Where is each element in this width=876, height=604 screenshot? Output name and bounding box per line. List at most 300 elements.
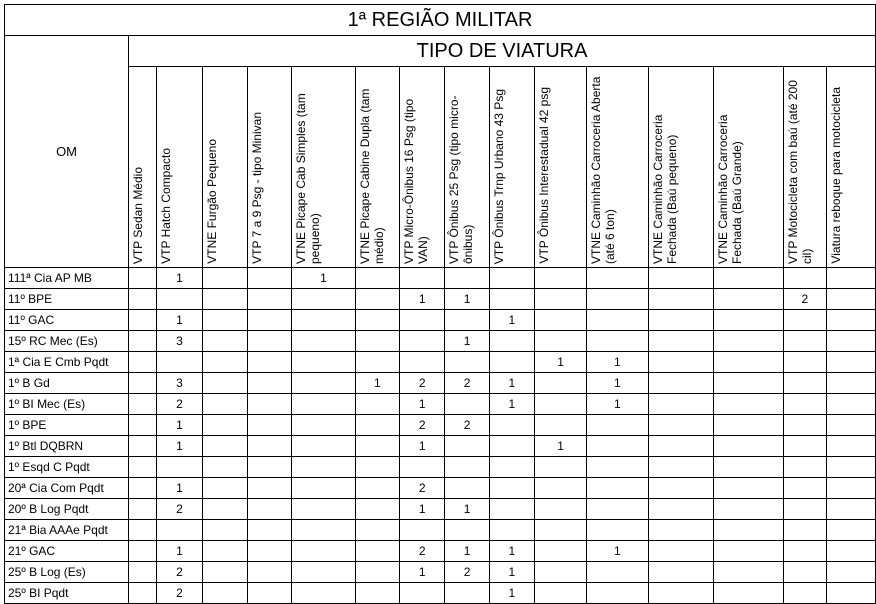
quantity-cell: [355, 268, 399, 289]
quantity-cell: 1: [156, 478, 202, 499]
quantity-cell: [129, 394, 157, 415]
table-row: [5, 499, 876, 520]
quantity-cell: [713, 499, 783, 520]
vehicle-type-label: VTNE Caminhão Carroceria Aberta (até 6 ton): [589, 76, 618, 264]
quantity-cell: [355, 562, 399, 583]
quantity-cell: [292, 373, 355, 394]
quantity-cell: [129, 457, 157, 478]
quantity-cell: [203, 562, 248, 583]
quantity-cell: 2: [400, 373, 445, 394]
quantity-cell: 2: [445, 373, 489, 394]
quantity-cell: 2: [783, 289, 826, 310]
om-name-cell: 21º GAC: [5, 541, 129, 562]
quantity-cell: [713, 541, 783, 562]
quantity-cell: [535, 541, 587, 562]
om-name-cell: 111ª Cia AP MB: [5, 268, 129, 289]
quantity-cell: [292, 520, 355, 541]
quantity-cell: [827, 373, 876, 394]
quantity-cell: [783, 394, 826, 415]
vehicle-type-header: [535, 67, 587, 268]
quantity-cell: [248, 499, 292, 520]
quantity-cell: [827, 310, 876, 331]
quantity-cell: [400, 583, 445, 604]
quantity-cell: [783, 457, 826, 478]
quantity-cell: [827, 436, 876, 457]
quantity-cell: 1: [156, 436, 202, 457]
quantity-cell: [489, 352, 534, 373]
quantity-cell: [535, 289, 587, 310]
quantity-cell: 2: [400, 478, 445, 499]
quantity-cell: [587, 331, 649, 352]
quantity-cell: 2: [156, 394, 202, 415]
vehicle-type-label: VTP Ônibus 25 Psg (tipo micro-ônibus): [447, 95, 476, 264]
quantity-cell: [129, 562, 157, 583]
table-row: [5, 415, 876, 436]
quantity-cell: [203, 289, 248, 310]
om-name-cell: 21ª Bia AAAe Pqdt: [5, 520, 129, 541]
quantity-cell: [129, 436, 157, 457]
quantity-cell: [203, 520, 248, 541]
quantity-cell: [587, 289, 649, 310]
quantity-cell: [400, 520, 445, 541]
quantity-cell: [713, 289, 783, 310]
quantity-cell: [587, 457, 649, 478]
quantity-cell: [129, 415, 157, 436]
quantity-cell: [489, 415, 534, 436]
quantity-cell: [489, 499, 534, 520]
om-name-cell: 15º RC Mec (Es): [5, 331, 129, 352]
quantity-cell: [248, 415, 292, 436]
quantity-cell: 1: [400, 289, 445, 310]
quantity-cell: 1: [489, 310, 534, 331]
quantity-cell: [713, 331, 783, 352]
vehicle-type-header: [713, 67, 783, 268]
quantity-cell: 3: [156, 373, 202, 394]
quantity-cell: [827, 331, 876, 352]
vehicle-type-header: [400, 67, 445, 268]
quantity-cell: [203, 478, 248, 499]
quantity-cell: [445, 394, 489, 415]
vehicle-type-header: [156, 67, 202, 268]
quantity-cell: [292, 541, 355, 562]
quantity-cell: [203, 583, 248, 604]
quantity-cell: [535, 268, 587, 289]
quantity-cell: [713, 562, 783, 583]
quantity-cell: 2: [156, 562, 202, 583]
quantity-cell: [400, 310, 445, 331]
quantity-cell: [535, 310, 587, 331]
quantity-cell: [292, 562, 355, 583]
quantity-cell: [248, 478, 292, 499]
quantity-cell: 2: [156, 583, 202, 604]
quantity-cell: [129, 499, 157, 520]
table-row: [5, 394, 876, 415]
vehicle-type-header: [489, 67, 534, 268]
vehicle-allocation-table: [4, 4, 876, 604]
quantity-cell: [535, 562, 587, 583]
quantity-cell: [445, 310, 489, 331]
quantity-cell: 1: [445, 331, 489, 352]
om-name-cell: 11º GAC: [5, 310, 129, 331]
quantity-cell: [783, 520, 826, 541]
quantity-cell: [203, 268, 248, 289]
quantity-cell: [827, 394, 876, 415]
vehicle-type-header: [587, 67, 649, 268]
quantity-cell: 1: [400, 499, 445, 520]
quantity-cell: 1: [489, 541, 534, 562]
vehicle-type-header-row: [5, 67, 876, 268]
vehicle-type-header: [445, 67, 489, 268]
quantity-cell: [489, 520, 534, 541]
quantity-cell: [400, 457, 445, 478]
quantity-cell: [156, 457, 202, 478]
quantity-cell: [827, 478, 876, 499]
quantity-cell: [587, 268, 649, 289]
vehicle-type-label: VTNE Caminhão Carroceria Fechada (Baú Grande): [715, 114, 744, 264]
quantity-cell: [783, 541, 826, 562]
quantity-cell: [445, 457, 489, 478]
om-name-cell: 1º B Gd: [5, 373, 129, 394]
quantity-cell: [783, 268, 826, 289]
vehicle-type-header: [292, 67, 355, 268]
quantity-cell: [292, 583, 355, 604]
quantity-cell: [445, 520, 489, 541]
quantity-cell: [292, 352, 355, 373]
quantity-cell: 1: [400, 394, 445, 415]
quantity-cell: [648, 373, 713, 394]
quantity-cell: 1: [400, 562, 445, 583]
quantity-cell: [713, 415, 783, 436]
quantity-cell: [535, 394, 587, 415]
table-row: [5, 352, 876, 373]
quantity-cell: [713, 520, 783, 541]
quantity-cell: 1: [489, 373, 534, 394]
quantity-cell: [248, 520, 292, 541]
quantity-cell: [648, 394, 713, 415]
quantity-cell: 1: [355, 373, 399, 394]
vehicle-type-header: [248, 67, 292, 268]
quantity-cell: [648, 520, 713, 541]
quantity-cell: [355, 352, 399, 373]
quantity-cell: [203, 436, 248, 457]
om-name-cell: 20ª Cia Com Pqdt: [5, 478, 129, 499]
quantity-cell: [445, 268, 489, 289]
quantity-cell: [129, 331, 157, 352]
quantity-cell: [248, 331, 292, 352]
quantity-cell: 2: [400, 541, 445, 562]
quantity-cell: [355, 457, 399, 478]
quantity-cell: [129, 583, 157, 604]
quantity-cell: [648, 415, 713, 436]
quantity-cell: [827, 352, 876, 373]
quantity-cell: [713, 583, 783, 604]
quantity-cell: [535, 373, 587, 394]
quantity-cell: [292, 415, 355, 436]
quantity-cell: 1: [535, 436, 587, 457]
quantity-cell: [292, 394, 355, 415]
quantity-cell: [713, 352, 783, 373]
om-name-cell: 11º BPE: [5, 289, 129, 310]
quantity-cell: [156, 289, 202, 310]
quantity-cell: [355, 499, 399, 520]
quantity-cell: [827, 562, 876, 583]
quantity-cell: [587, 478, 649, 499]
table-row: [5, 478, 876, 499]
table-row: [5, 436, 876, 457]
table-row: [5, 562, 876, 583]
quantity-cell: [248, 289, 292, 310]
quantity-cell: [203, 541, 248, 562]
quantity-cell: [292, 478, 355, 499]
quantity-cell: 1: [587, 352, 649, 373]
quantity-cell: [445, 478, 489, 499]
quantity-cell: [489, 478, 534, 499]
quantity-cell: 1: [587, 373, 649, 394]
quantity-cell: [489, 436, 534, 457]
quantity-cell: [783, 436, 826, 457]
quantity-cell: [248, 268, 292, 289]
quantity-cell: 1: [535, 352, 587, 373]
table-row: [5, 331, 876, 352]
table-title: 1ª REGIÃO MILITAR: [5, 5, 876, 36]
quantity-cell: [587, 415, 649, 436]
quantity-cell: [827, 499, 876, 520]
quantity-cell: [292, 289, 355, 310]
quantity-cell: [248, 373, 292, 394]
quantity-cell: 1: [489, 583, 534, 604]
quantity-cell: [648, 268, 713, 289]
quantity-cell: [445, 436, 489, 457]
quantity-cell: [292, 436, 355, 457]
vehicle-type-header: [783, 67, 826, 268]
quantity-cell: 1: [156, 268, 202, 289]
quantity-cell: 1: [489, 562, 534, 583]
quantity-cell: [648, 436, 713, 457]
quantity-cell: [248, 394, 292, 415]
quantity-cell: [489, 268, 534, 289]
quantity-cell: [648, 499, 713, 520]
quantity-cell: [355, 520, 399, 541]
quantity-cell: [203, 373, 248, 394]
quantity-cell: [713, 394, 783, 415]
vehicle-type-header: [648, 67, 713, 268]
quantity-cell: [587, 562, 649, 583]
quantity-cell: [587, 436, 649, 457]
quantity-cell: [783, 415, 826, 436]
quantity-cell: [648, 457, 713, 478]
quantity-cell: [129, 373, 157, 394]
table-row: [5, 457, 876, 478]
quantity-cell: [827, 268, 876, 289]
table-row: [5, 520, 876, 541]
quantity-cell: [355, 289, 399, 310]
quantity-cell: [827, 541, 876, 562]
quantity-cell: [292, 331, 355, 352]
quantity-cell: [827, 583, 876, 604]
quantity-cell: [489, 289, 534, 310]
vehicle-type-label: VTP Motocicleta com baú (até 200 cil): [785, 80, 814, 264]
quantity-cell: [783, 352, 826, 373]
quantity-cell: [400, 352, 445, 373]
table-row: [5, 310, 876, 331]
vehicle-type-label: VTNE Caminhão Carroceria Fechada (Baú pequeno): [650, 114, 679, 264]
quantity-cell: [713, 436, 783, 457]
quantity-cell: 1: [292, 268, 355, 289]
quantity-cell: [355, 310, 399, 331]
quantity-cell: [156, 520, 202, 541]
quantity-cell: 2: [400, 415, 445, 436]
quantity-cell: [535, 331, 587, 352]
quantity-cell: [355, 583, 399, 604]
quantity-cell: [535, 457, 587, 478]
vehicle-type-group-header: TIPO DE VIATURA: [129, 36, 876, 67]
quantity-cell: 1: [489, 394, 534, 415]
table-body: [5, 268, 876, 604]
quantity-cell: [827, 289, 876, 310]
quantity-cell: 2: [445, 415, 489, 436]
vehicle-type-label: VTNE Picape Cabine Dupla (tam médio): [357, 88, 386, 264]
quantity-cell: [248, 562, 292, 583]
quantity-cell: [248, 310, 292, 331]
quantity-cell: [248, 541, 292, 562]
om-column-header: OM: [5, 36, 129, 268]
quantity-cell: [156, 352, 202, 373]
quantity-cell: [292, 499, 355, 520]
quantity-cell: [203, 310, 248, 331]
table-row: [5, 541, 876, 562]
quantity-cell: [248, 457, 292, 478]
quantity-cell: [587, 520, 649, 541]
quantity-cell: [783, 331, 826, 352]
vehicle-type-label: VTP Ônibus Trnp Urbano 43 Psg: [491, 88, 506, 264]
quantity-cell: [827, 457, 876, 478]
quantity-cell: [713, 268, 783, 289]
om-name-cell: 1º Btl DQBRN: [5, 436, 129, 457]
vehicle-type-header: [129, 67, 157, 268]
quantity-cell: [648, 352, 713, 373]
quantity-cell: [355, 394, 399, 415]
quantity-cell: [783, 478, 826, 499]
vehicle-type-label: VTP 7 a 9 Psg - tipo Minivan: [250, 112, 265, 264]
vehicle-type-label: VTP Micro-Ônibus 16 Psg (tipo VAN): [402, 98, 431, 264]
quantity-cell: 1: [445, 499, 489, 520]
quantity-cell: 1: [156, 415, 202, 436]
quantity-cell: 1: [156, 310, 202, 331]
quantity-cell: [783, 562, 826, 583]
quantity-cell: [203, 457, 248, 478]
quantity-cell: [400, 268, 445, 289]
quantity-cell: [355, 541, 399, 562]
quantity-cell: [355, 415, 399, 436]
table-row: [5, 268, 876, 289]
quantity-cell: [445, 352, 489, 373]
quantity-cell: [535, 478, 587, 499]
quantity-cell: [587, 310, 649, 331]
quantity-cell: 3: [156, 331, 202, 352]
om-name-cell: 25º BI Pqdt: [5, 583, 129, 604]
quantity-cell: [648, 289, 713, 310]
quantity-cell: [129, 268, 157, 289]
quantity-cell: 1: [156, 541, 202, 562]
quantity-cell: [648, 310, 713, 331]
quantity-cell: [203, 415, 248, 436]
quantity-cell: [355, 436, 399, 457]
quantity-cell: [648, 541, 713, 562]
om-name-cell: 20º B Log Pqdt: [5, 499, 129, 520]
quantity-cell: 2: [445, 562, 489, 583]
vehicle-type-label: VTNE Picape Cab Simples (tam pequeno): [294, 93, 323, 264]
vehicle-type-header: [827, 67, 876, 268]
quantity-cell: [648, 331, 713, 352]
om-name-cell: 1º Esqd C Pqdt: [5, 457, 129, 478]
quantity-cell: 1: [587, 394, 649, 415]
quantity-cell: [783, 373, 826, 394]
quantity-cell: [203, 394, 248, 415]
quantity-cell: [648, 562, 713, 583]
om-name-cell: 1º BPE: [5, 415, 129, 436]
quantity-cell: [648, 583, 713, 604]
om-name-cell: 25º B Log (Es): [5, 562, 129, 583]
quantity-cell: [129, 352, 157, 373]
quantity-cell: [587, 583, 649, 604]
quantity-cell: [535, 520, 587, 541]
vehicle-type-label: VTNE Furgão Pequeno: [205, 139, 220, 264]
vehicle-type-header: [355, 67, 399, 268]
om-name-cell: 1º BI Mec (Es): [5, 394, 129, 415]
quantity-cell: [292, 310, 355, 331]
vehicle-type-label: VTP Sedan Médio: [131, 166, 146, 264]
quantity-cell: [129, 289, 157, 310]
table-row: [5, 583, 876, 604]
quantity-cell: [129, 478, 157, 499]
quantity-cell: [535, 415, 587, 436]
quantity-cell: [713, 310, 783, 331]
quantity-cell: 1: [400, 436, 445, 457]
quantity-cell: [783, 583, 826, 604]
quantity-cell: [713, 457, 783, 478]
quantity-cell: [400, 331, 445, 352]
quantity-cell: [783, 499, 826, 520]
quantity-cell: [827, 415, 876, 436]
quantity-cell: [355, 478, 399, 499]
quantity-cell: [535, 499, 587, 520]
quantity-cell: 2: [156, 499, 202, 520]
quantity-cell: [129, 520, 157, 541]
quantity-cell: [203, 499, 248, 520]
quantity-cell: [489, 331, 534, 352]
quantity-cell: [713, 478, 783, 499]
quantity-cell: 1: [445, 289, 489, 310]
vehicle-type-label: Viatura reboque para motocicleta: [829, 87, 844, 264]
quantity-cell: [713, 373, 783, 394]
quantity-cell: [535, 583, 587, 604]
vehicle-type-label: VTP Ônibus Interestadual 42 psg: [537, 87, 552, 264]
quantity-cell: [587, 499, 649, 520]
quantity-cell: [292, 457, 355, 478]
quantity-cell: [355, 331, 399, 352]
quantity-cell: 1: [587, 541, 649, 562]
quantity-cell: [489, 457, 534, 478]
vehicle-type-label: VTP Hatch Compacto: [158, 148, 173, 264]
vehicle-type-header: [203, 67, 248, 268]
quantity-cell: [129, 541, 157, 562]
quantity-cell: 1: [445, 541, 489, 562]
quantity-cell: [783, 310, 826, 331]
quantity-cell: [203, 352, 248, 373]
quantity-cell: [203, 331, 248, 352]
quantity-cell: [445, 583, 489, 604]
om-name-cell: 1ª Cia E Cmb Pqdt: [5, 352, 129, 373]
